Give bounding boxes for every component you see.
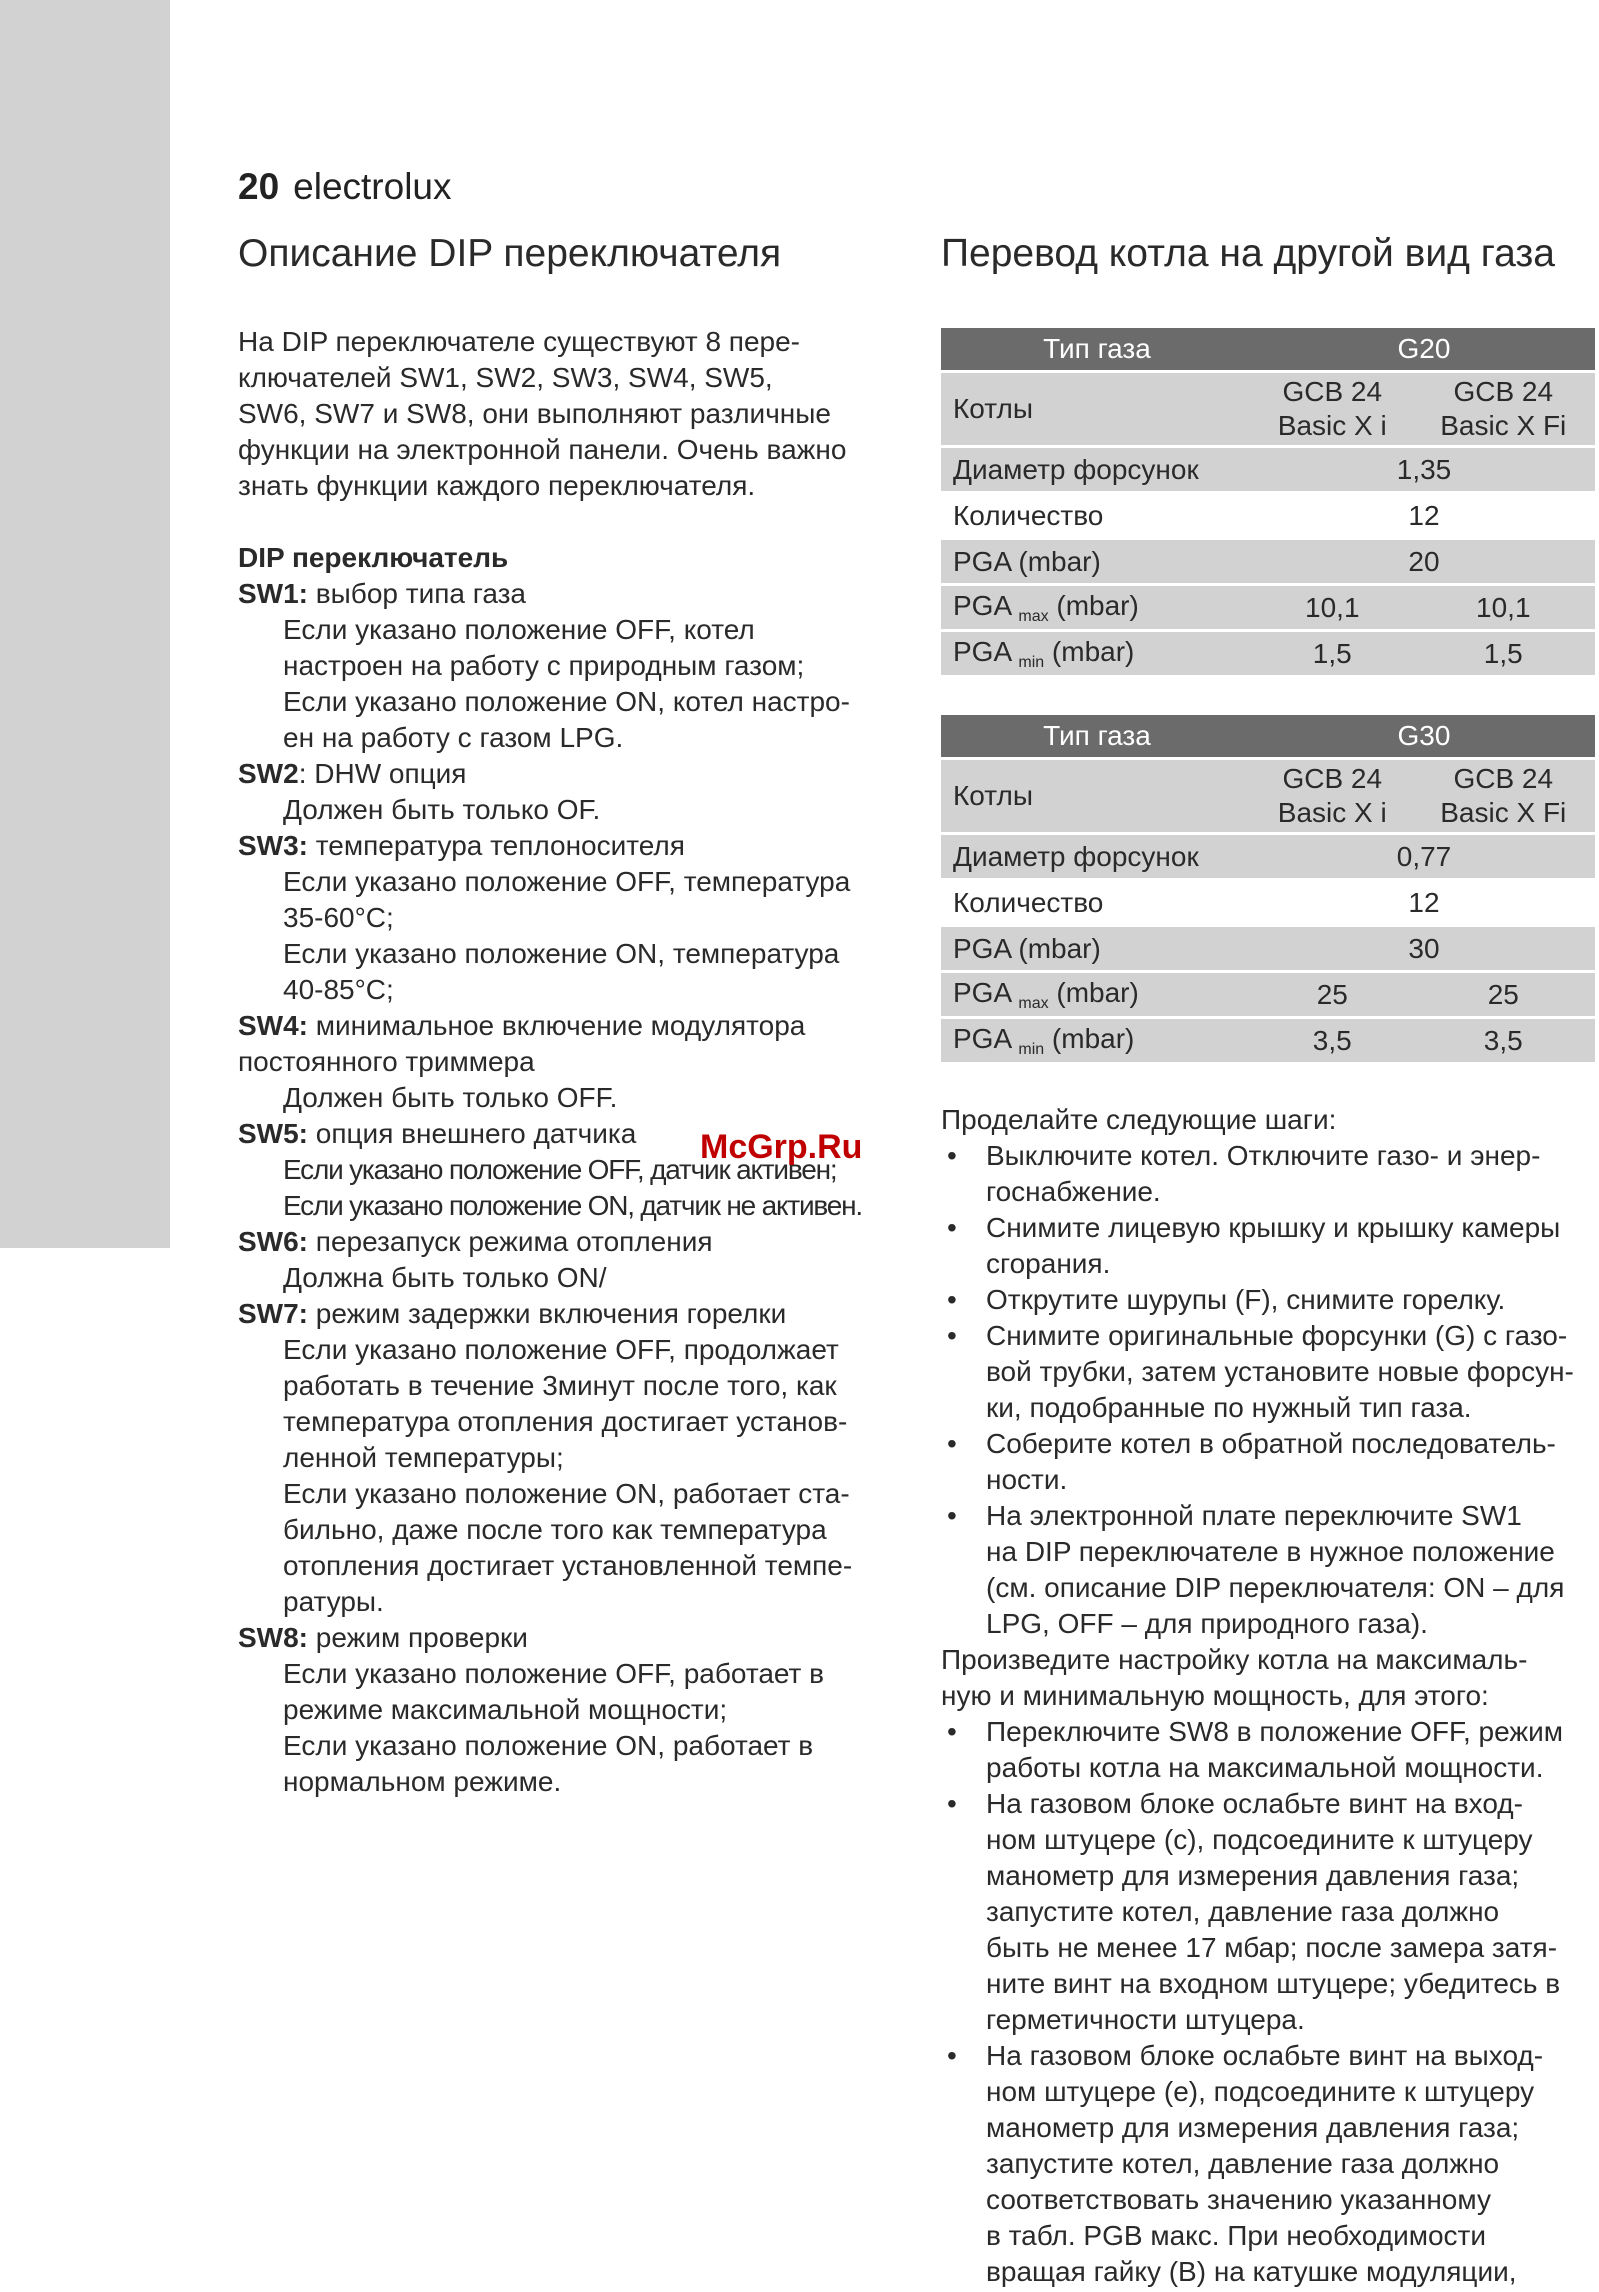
page-number: 20 — [238, 166, 280, 207]
label-subscript: min — [1018, 653, 1045, 671]
switch-title: режим задержки включения горелки — [308, 1298, 787, 1329]
label-part: (mbar) — [1044, 635, 1135, 667]
table-row — [941, 757, 1595, 832]
cell-value: 0,77 — [1253, 832, 1595, 878]
dip-list-title: DIP переключатель — [238, 542, 509, 573]
table-row — [941, 491, 1595, 537]
boiler-model: GCB 24 Basic X Fi — [1412, 370, 1595, 445]
table-row — [941, 370, 1595, 445]
gas-type-value: G30 — [1253, 715, 1595, 757]
switch-item-sw2 — [238, 756, 908, 828]
right-column — [941, 232, 1597, 2290]
gas-type-value: G20 — [1253, 328, 1595, 370]
switch-id: SW1: — [238, 578, 308, 609]
label-part: PGA — [953, 1022, 1019, 1054]
switch-description: Должен быть только OF. — [283, 794, 601, 825]
switch-description: Если указано положение OFF, работает в режиме максимальной мощности; Если указано положение ON, работает в нормальном режиме. — [283, 1658, 825, 1797]
switch-id: SW8: — [238, 1622, 308, 1653]
cell-value: 3,5 — [1253, 1016, 1412, 1062]
table-header-row — [941, 715, 1595, 757]
switch-title: перезапуск режима отопления — [308, 1226, 713, 1257]
dip-intro-paragraph: На DIP переключателе существуют 8 пере- ключателей SW1, SW2, SW3, SW4, SW5, SW6, SW7 и SW8, они выполняют различные функции на электронной панели. Очень важно знать функции каждого переключателя. — [238, 326, 847, 501]
switch-description: Если указано положение OFF, температура 35-60°C; Если указано положение ON, температура 40-85°C; — [283, 866, 851, 1005]
row-label: Количество — [941, 491, 1253, 537]
row-label — [941, 583, 1253, 629]
list-item-text: На газовом блоке ослабьте винт на выход- ном штуцере (е), подсоедините к штуцеру манометр для измерения давления газа; запустите котел, давление газа должно соответствовать значению указанному в табл. PGB макс. При необходимости вращая гайку (В) на катушке модуляции, — [986, 2040, 1544, 2287]
table-row — [941, 629, 1595, 675]
table-row — [941, 878, 1595, 924]
gas-table-g30 — [941, 715, 1595, 1062]
switch-item-sw6 — [238, 1224, 908, 1296]
cell-value: 20 — [1253, 537, 1595, 583]
row-label — [941, 970, 1253, 1016]
list-item-text: Открутите шурупы (F), снимите горелку. — [986, 1284, 1506, 1315]
switch-description: Если указано положение OFF, котел настроен на работу с природным газом; Если указано положение ON, котел настро- ен на работу с газом LPG. — [283, 614, 850, 753]
table-row — [941, 832, 1595, 878]
switch-id: SW5: — [238, 1118, 308, 1149]
adjust-steps-list — [941, 1714, 1597, 2290]
row-label: Количество — [941, 878, 1253, 924]
switch-description: Если указано положение OFF, продолжает работать в течение 3минут после того, как температура отопления достигает установ- ленной температуры; Если указано положение ON, работает ста- бильно, даже после того как температура отопления достигает установленной темпе- ратуры. — [283, 1334, 853, 1617]
switch-item-sw4 — [238, 1008, 908, 1116]
switch-title: температура теплоносителя — [308, 830, 685, 861]
list-item — [941, 1426, 1597, 1498]
gas-conversion-title: Перевод котла на другой вид газа — [941, 232, 1555, 275]
switch-title: : DHW опция — [298, 758, 467, 789]
switch-list — [238, 576, 908, 1800]
list-item — [941, 1282, 1597, 1318]
dip-section-title: Описание DIP переключателя — [238, 232, 782, 275]
table-row — [941, 970, 1595, 1016]
row-label: PGA (mbar) — [941, 924, 1253, 970]
switch-title: режим проверки — [308, 1622, 528, 1653]
list-item — [941, 1498, 1597, 1642]
row-label — [941, 1016, 1253, 1062]
list-item — [941, 1714, 1597, 1786]
brand-name: electrolux — [293, 166, 452, 207]
gas-type-label: Тип газа — [941, 328, 1253, 370]
cell-value: 3,5 — [1412, 1016, 1595, 1062]
switch-id: SW4: — [238, 1010, 308, 1041]
list-item-text: Выключите котел. Отключите газо- и энер- госнабжение. — [986, 1140, 1541, 1207]
row-label: Котлы — [941, 370, 1253, 445]
switch-title: опция внешнего датчика — [308, 1118, 637, 1149]
cell-value: 12 — [1253, 491, 1595, 537]
table-row — [941, 583, 1595, 629]
row-label: Диаметр форсунок — [941, 445, 1253, 491]
cell-value: 1,35 — [1253, 445, 1595, 491]
steps-intro: Проделайте следующие шаги: — [941, 1104, 1337, 1135]
table-row — [941, 445, 1595, 491]
gas-type-label: Тип газа — [941, 715, 1253, 757]
switch-item-sw3 — [238, 828, 908, 1008]
cell-value: 1,5 — [1253, 629, 1412, 675]
page-header — [238, 166, 452, 208]
gas-table-g20 — [941, 328, 1595, 675]
label-part: PGA — [953, 976, 1019, 1008]
cell-value: 10,1 — [1253, 583, 1412, 629]
switch-description: Должна быть только ON/ — [283, 1262, 607, 1293]
conversion-instructions — [941, 1102, 1597, 2290]
cell-value: 30 — [1253, 924, 1595, 970]
label-part: PGA — [953, 635, 1019, 667]
row-label: PGA (mbar) — [941, 537, 1253, 583]
switch-description: Должен быть только OFF. — [283, 1082, 618, 1113]
cell-value: 25 — [1412, 970, 1595, 1016]
label-part: (mbar) — [1048, 589, 1139, 621]
list-item — [941, 1210, 1597, 1282]
table-row — [941, 537, 1595, 583]
label-part: (mbar) — [1044, 1022, 1135, 1054]
table-header-row — [941, 328, 1595, 370]
boiler-model: GCB 24 Basic X i — [1253, 757, 1412, 832]
label-part: (mbar) — [1048, 976, 1139, 1008]
boiler-model: GCB 24 Basic X Fi — [1412, 757, 1595, 832]
switch-title: минимальное включение модулятора постоянного триммера — [238, 1010, 806, 1077]
list-item-text: Переключите SW8 в положение OFF, режим работы котла на максимальной мощности. — [986, 1716, 1564, 1783]
switch-description: Если указано положение OFF, датчик активен; Если указано положение ON, датчик не активен. — [283, 1154, 862, 1221]
page-margin-band — [0, 0, 170, 1248]
table-row — [941, 1016, 1595, 1062]
row-label: Котлы — [941, 757, 1253, 832]
switch-id: SW3: — [238, 830, 308, 861]
list-item-text: Соберите котел в обратной последователь- ности. — [986, 1428, 1556, 1495]
boiler-model: GCB 24 Basic X i — [1253, 370, 1412, 445]
cell-value: 10,1 — [1412, 583, 1595, 629]
list-item-text: Снимите лицевую крышку и крышку камеры сгорания. — [986, 1212, 1561, 1279]
cell-value: 25 — [1253, 970, 1412, 1016]
list-item — [941, 1138, 1597, 1210]
adjust-intro: Произведите настройку котла на максималь- ную и минимальную мощность, для этого: — [941, 1644, 1528, 1711]
steps-list — [941, 1138, 1597, 1642]
label-subscript: min — [1018, 1040, 1045, 1058]
list-item-text: На газовом блоке ослабьте винт на вход- ном штуцере (с), подсоедините к штуцеру манометр для измерения давления газа; запустите котел, давление газа должно быть не менее 17 мбар; после замера затя- ните винт на входном штуцере; убедитесь в герметичности штуцера. — [986, 1788, 1561, 2035]
switch-item-sw8 — [238, 1620, 908, 1800]
switch-id: SW2 — [238, 758, 299, 789]
list-item-text: Снимите оригинальные форсунки (G) с газо- вой трубки, затем установите новые форсун- ки, подобранные по нужный тип газа. — [986, 1320, 1574, 1423]
cell-value: 12 — [1253, 878, 1595, 924]
label-subscript: max — [1018, 607, 1049, 625]
switch-title: выбор типа газа — [308, 578, 526, 609]
label-subscript: max — [1018, 994, 1049, 1012]
switch-item-sw7 — [238, 1296, 908, 1620]
list-item — [941, 1786, 1597, 2038]
list-item — [941, 2038, 1597, 2290]
cell-value: 1,5 — [1412, 629, 1595, 675]
switch-item-sw1 — [238, 576, 908, 756]
switch-id: SW6: — [238, 1226, 308, 1257]
row-label: Диаметр форсунок — [941, 832, 1253, 878]
row-label — [941, 629, 1253, 675]
label-part: PGA — [953, 589, 1019, 621]
left-column — [238, 232, 908, 1800]
table-row — [941, 924, 1595, 970]
watermark-text: McGrp.Ru — [700, 1128, 863, 1166]
switch-id: SW7: — [238, 1298, 308, 1329]
list-item-text: На электронной плате переключите SW1 на DIP переключателе в нужное положение (см. описание DIP переключателя: ON – для LPG, OFF – для природного газа). — [986, 1500, 1565, 1639]
list-item — [941, 1318, 1597, 1426]
